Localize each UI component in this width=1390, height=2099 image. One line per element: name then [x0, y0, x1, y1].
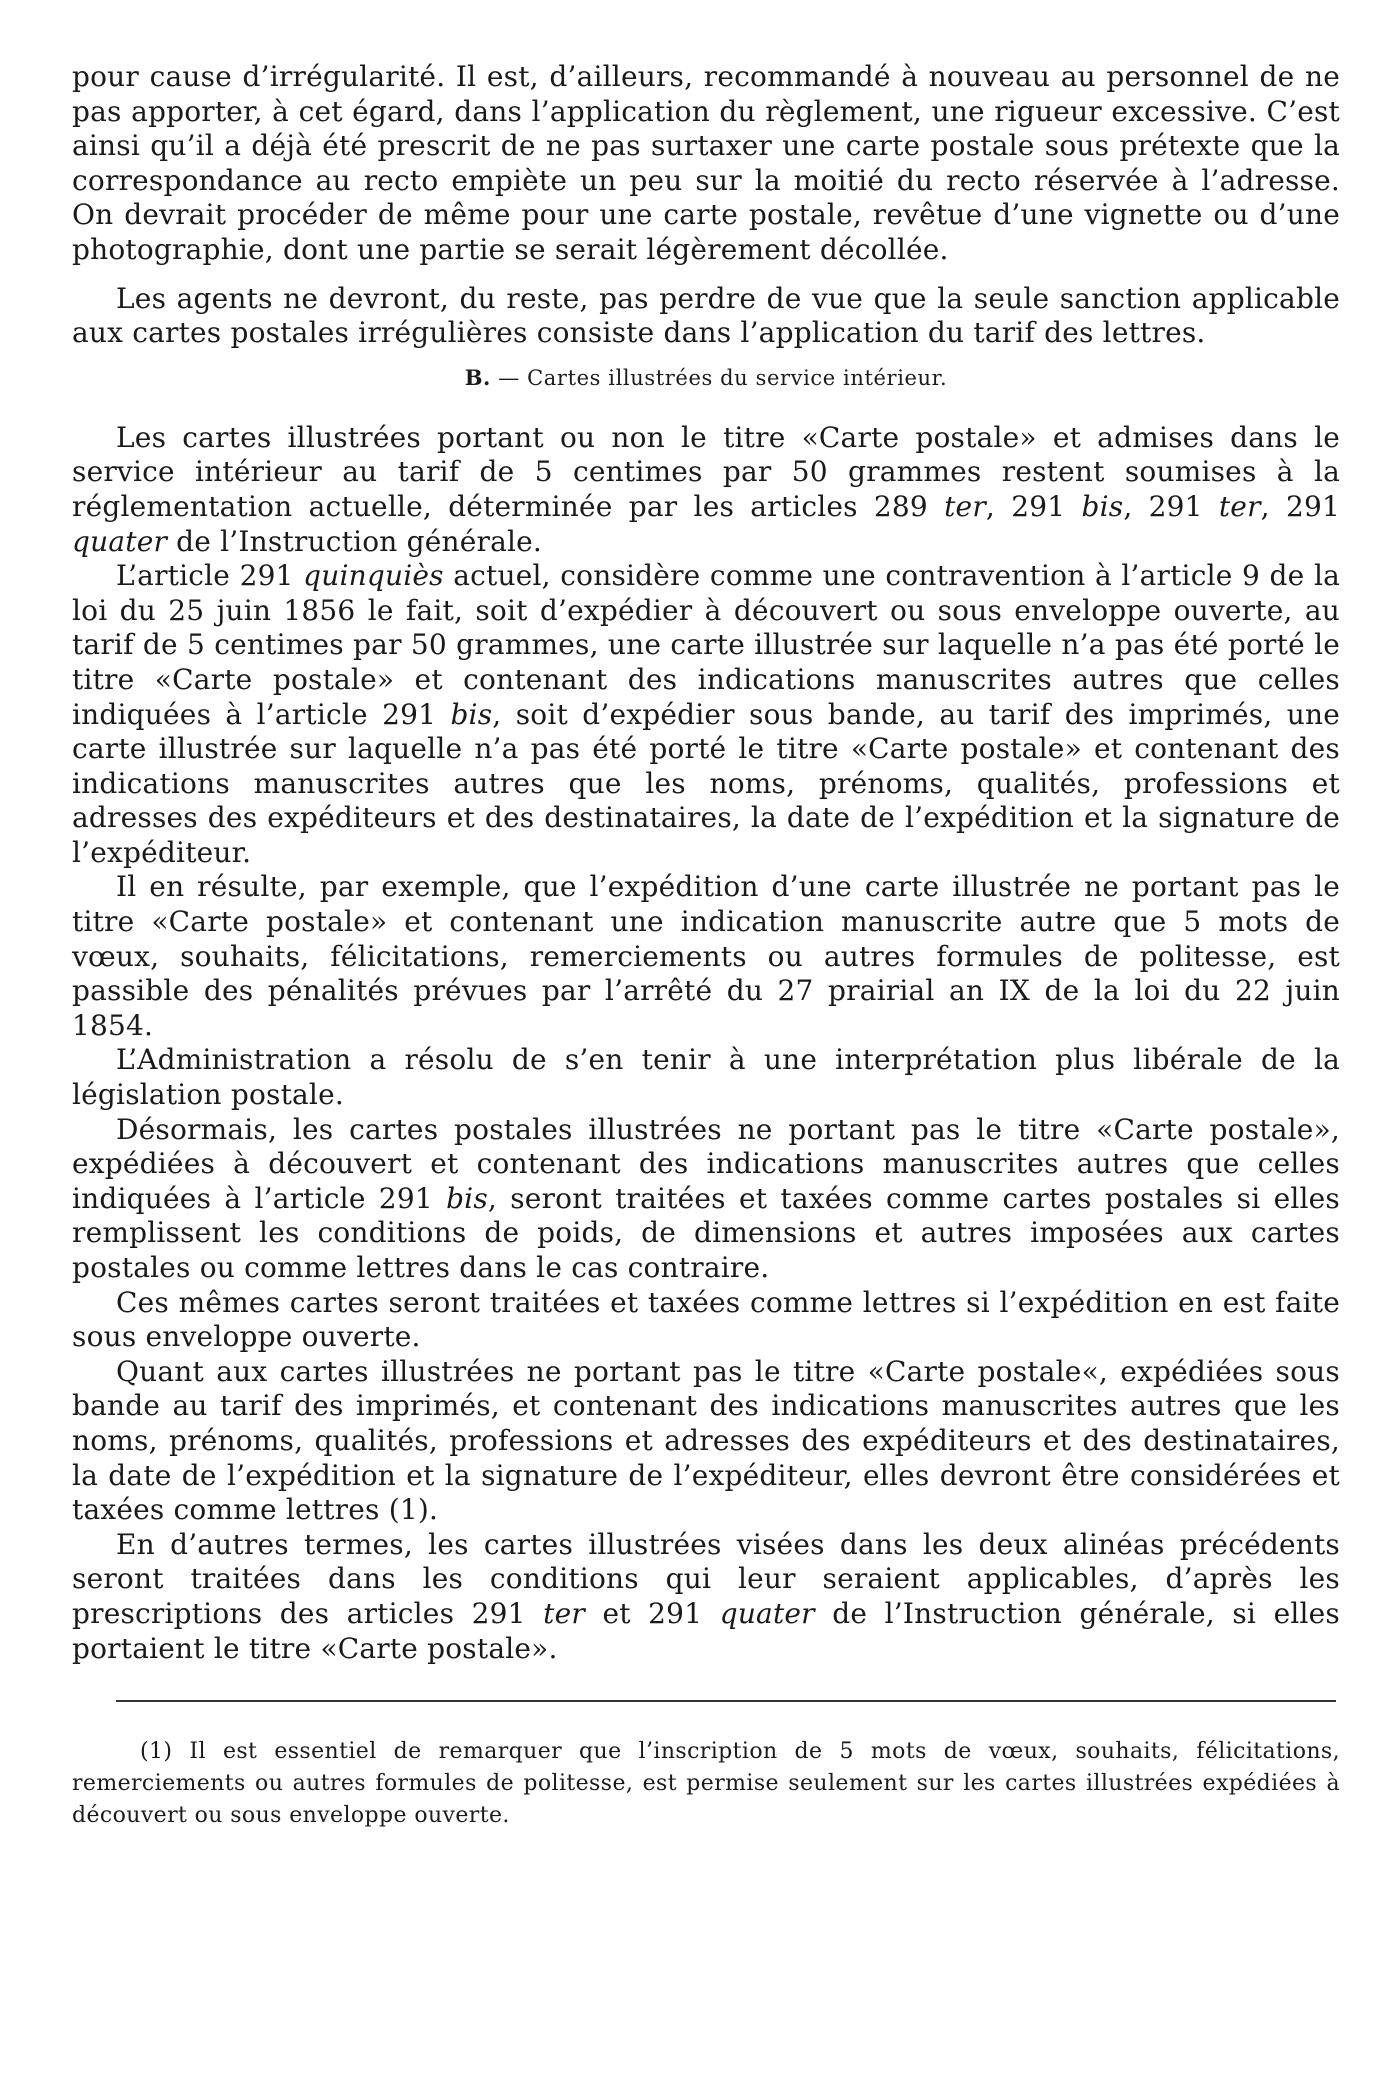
section-title: Cartes illustrées du service intérieur.	[527, 365, 948, 390]
paragraph-autres-termes: En d’autres termes, les cartes illustrées visées dans les deux alinéas précédents seront traitées dans les conditions qui leur seraient applicables, d’après les prescriptions des articles 291 ter et 291 quater de l’Instruction générale, si elles portaient le titre «Carte postale».	[72, 1527, 1340, 1665]
paragraph-enveloppe: Ces mêmes cartes seront traitées et taxées comme lettres si l’expédition en est faite sous enveloppe ouverte.	[72, 1285, 1340, 1354]
paragraph-reglementation: Les cartes illustrées portant ou non le titre «Carte postale» et admises dans le service intérieur au tarif de 5 centimes par 50 grammes restent soumises à la réglementation actuelle, déterminée par les articles 289 ter, 291 bis, 291 ter, 291 quater de l’Instruction générale.	[72, 420, 1340, 558]
paragraph-sanction: Les agents ne devront, du reste, pas perdre de vue que la seule sanction applicable aux cartes postales irrégulières consiste dans l’application du tarif des lettres.	[72, 281, 1340, 350]
section-letter: B.	[464, 364, 491, 390]
footnote: (1) Il est essentiel de remarquer que l’inscription de 5 mots de vœux, souhaits, félicitations, remerciements ou autres formules de politesse, est permise seulement sur les cartes illustrées expédiées à découvert ou sous enveloppe ouverte.	[72, 1739, 1340, 1829]
paragraph-administration: L’Administration a résolu de s’en tenir à une interprétation plus libérale de la législation postale.	[72, 1043, 1340, 1112]
paragraph-desormais: Désormais, les cartes postales illustrées ne portant pas le titre «Carte postale», expédiées à découvert et contenant des indications manuscrites autres que celles indiquées à l’article 291 bis, seront traitées et taxées comme cartes postales si elles remplissent les conditions de poids, de dimensions et autres imposées aux cartes postales ou comme lettres dans le cas contraire.	[72, 1112, 1340, 1284]
paragraph-continuation: pour cause d’irrégularité. Il est, d’ailleurs, recommandé à nouveau au personnel de ne pas apporter, à cet égard, dans l’application du règlement, une rigueur excessive. C’est ainsi qu’il a déjà été prescrit de ne pas surtaxer une carte postale sous prétexte que la correspondance au recto empiète un peu sur la moitié du recto réservée à l’adresse. On devrait procéder de même pour une carte postale, revêtue d’une vignette ou d’une photographie, dont une partie se serait légèrement décollée.	[72, 60, 1340, 266]
section-heading	[72, 363, 1340, 393]
footnote-divider	[116, 1700, 1336, 1702]
document-page	[72, 60, 1340, 1832]
paragraph-resulte: Il en résulte, par exemple, que l’expédition d’une carte illustrée ne portant pas le titre «Carte postale» et contenant une indication manuscrite autre que 5 mots de vœux, souhaits, félicitations, remerciements ou autres formules de politesse, est passible des pénalités prévues par l’arrêté du 27 prairial an IX de la loi du 22 juin 1854.	[72, 870, 1340, 1042]
paragraph-article-291: L’article 291 quinquiès actuel, considère comme une contravention à l’article 9 de la loi du 25 juin 1856 le fait, soit d’expédier à découvert ou sous enveloppe ouverte, au tarif de 5 centimes par 50 grammes, une carte illustrée sur laquelle n’a pas été porté le titre «Carte postale» et contenant des indications manuscrites autres que celles indiquées à l’article 291 bis, soit d’expédier sous bande, au tarif des imprimés, une carte illustrée sur laquelle n’a pas été porté le titre «Carte postale» et contenant des indications manuscrites autres que les noms, prénoms, qualités, professions et adresses des expéditeurs et des destinataires, la date de l’expédition et la signature de l’expéditeur.	[72, 559, 1340, 869]
paragraph-sous-bande: Quant aux cartes illustrées ne portant pas le titre «Carte postale«, expédiées sous bande au tarif des imprimés, et contenant des indications manuscrites autres que les noms, prénoms, qualités, professions et adresses des expéditeurs et des destinataires, la date de l’expédition et la signature de l’expéditeur, elles devront être considérées et taxées comme lettres (1).	[72, 1354, 1340, 1527]
section-dash: —	[498, 365, 520, 390]
